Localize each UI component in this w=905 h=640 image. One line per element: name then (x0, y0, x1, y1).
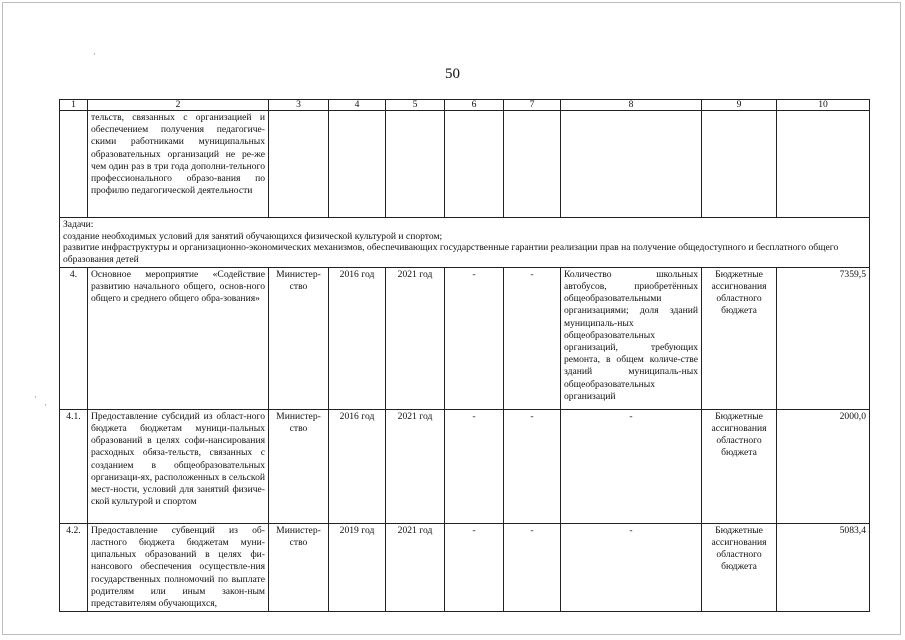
row-end-year: 2021 год (386, 523, 445, 611)
tasks-row (60, 218, 870, 268)
row-indicator: - (561, 409, 702, 523)
row-col7: - (504, 409, 561, 523)
row-description: Предоставление субсидий из област-ного бюджета бюджетам муници-пальных образований в целях софи-нансирования расходных обяза-тельств, связанных с созданием в общеобразовательных организаци-ях, расположенных в сельской мест-ности, условий для занятий физиче-ской культурой и спортом (88, 409, 269, 523)
row-start-year: 2016 год (329, 267, 386, 409)
row-col6: - (445, 523, 504, 611)
tasks-heading: Задачи: (63, 219, 94, 230)
empty-cell (269, 111, 329, 218)
row-indicator: Количество школьных автобусов, приобретённых общеобразовательными организациями; доля зданий муниципаль-ных общеобразовательных организаций, требующих ремонта, в общем количе-стве зданий муниципаль-ных общеобразовательных организаций (561, 267, 702, 409)
header-cell: 2 (88, 100, 269, 111)
scan-speck: · (34, 392, 37, 402)
table-row (60, 523, 870, 611)
row-amount: 2000,0 (777, 409, 870, 523)
empty-cell (504, 111, 561, 218)
row-indicator: - (561, 523, 702, 611)
row-funding-source: Бюджетные ассигнования областного бюджета (702, 267, 777, 409)
row-description: Предоставление субвенций из об-ластного бюджета бюджетам муни-ципальных образований в целях фи-нансового обеспечения осуществле-ния государственных полномочий по выплате родителям или иным закон-ным представителям обучающихся, (88, 523, 269, 611)
table-row (60, 267, 870, 409)
row-col7: - (504, 267, 561, 409)
row-end-year: 2021 год (386, 409, 445, 523)
row-amount: 7359,5 (777, 267, 870, 409)
program-table (59, 99, 870, 612)
row-col6: - (445, 267, 504, 409)
row-funding-source: Бюджетные ассигнования областного бюджета (702, 523, 777, 611)
task-item: развитие инфраструктуры и организационно-экономических механизмов, обеспечивающих государственные гарантии реализации прав на получение общедоступного и бесплатного общего образования детей (63, 242, 839, 266)
header-cell: 8 (561, 100, 702, 111)
row-start-year: 2016 год (329, 409, 386, 523)
continuation-description: тельств, связанных с организацией и обеспечением получения педагогиче-скими работниками муниципальных образовательных организаций не ре-же чем один раз в три года дополни-тельного профессионального образо-вания по профилю педагогической деятельности (88, 111, 269, 218)
empty-cell (702, 111, 777, 218)
header-cell: 6 (445, 100, 504, 111)
row-executor: Министер-ство (269, 267, 329, 409)
header-cell: 7 (504, 100, 561, 111)
empty-cell (445, 111, 504, 218)
row-number: 4.1. (60, 409, 88, 523)
empty-cell (561, 111, 702, 218)
row-number-cell (60, 111, 88, 218)
row-number: 4.2. (60, 523, 88, 611)
empty-cell (386, 111, 445, 218)
row-col7: - (504, 523, 561, 611)
row-executor: Министер-ство (269, 409, 329, 523)
header-cell: 4 (329, 100, 386, 111)
empty-cell (777, 111, 870, 218)
table-row (60, 409, 870, 523)
page-number: 50 (445, 66, 460, 82)
row-number: 4. (60, 267, 88, 409)
row-funding-source: Бюджетные ассигнования областного бюджета (702, 409, 777, 523)
header-cell: 10 (777, 100, 870, 111)
row-col6: - (445, 409, 504, 523)
row-amount: 5083,4 (777, 523, 870, 611)
row-executor: Министер-ство (269, 523, 329, 611)
continuation-row (60, 111, 870, 218)
header-cell: 5 (386, 100, 445, 111)
tasks-cell (60, 218, 870, 268)
row-start-year: 2019 год (329, 523, 386, 611)
header-row (60, 100, 870, 111)
row-description: Основное мероприятие «Содействие развитию начального общего, основ-ного общего и среднего общего обра-зования» (88, 267, 269, 409)
scan-speck: · (93, 49, 96, 59)
scan-speck: · (44, 400, 47, 410)
header-cell: 9 (702, 100, 777, 111)
empty-cell (329, 111, 386, 218)
row-end-year: 2021 год (386, 267, 445, 409)
header-cell: 3 (269, 100, 329, 111)
task-item: создание необходимых условий для занятий обучающихся физической культурой и спортом; (63, 230, 443, 242)
header-cell: 1 (60, 100, 88, 111)
